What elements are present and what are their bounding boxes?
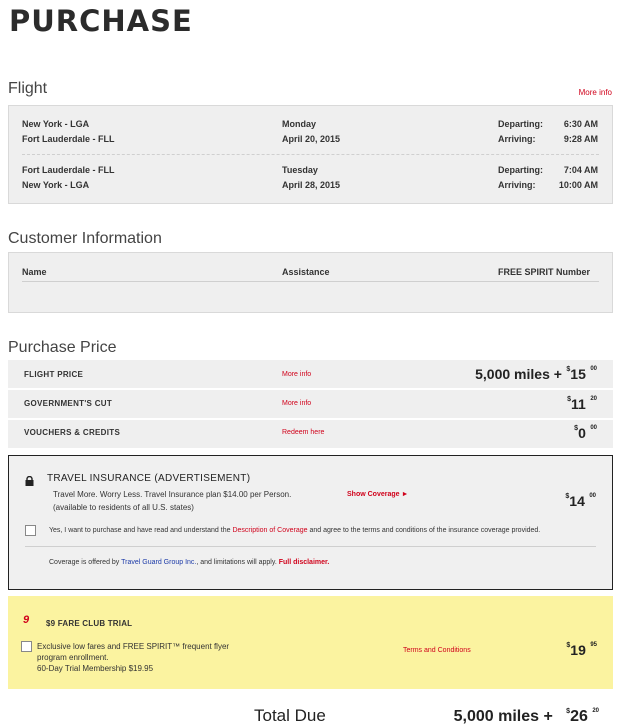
vouchers-credits-label: VOUCHERS & CREDITS	[24, 428, 121, 437]
show-coverage-label: Show Coverage	[347, 491, 400, 498]
name-column-header: Name	[22, 267, 47, 277]
amount-cents: 00	[590, 366, 597, 372]
flight-price-row	[8, 360, 613, 388]
purchase-price-heading: Purchase Price	[8, 339, 117, 356]
fare-club-trial-price: 60-Day Trial Membership $19.95	[37, 664, 154, 673]
flight-panel	[8, 105, 613, 204]
leg-origin: New York - LGA	[22, 119, 90, 129]
insurance-description: Travel More. Worry Less. Travel Insurance plan $14.00 per Person.	[53, 490, 292, 499]
arriving-label: Arriving:	[498, 180, 536, 190]
currency-symbol: $	[565, 493, 570, 500]
fare-club-enrollment: program enrollment.	[37, 653, 109, 662]
terms-and-conditions-link[interactable]: Terms and Conditions	[403, 647, 471, 654]
arriving-label: Arriving:	[498, 134, 536, 144]
triangle-right-icon: ►	[401, 491, 409, 498]
insurance-divider	[25, 546, 596, 547]
amount-dollars: 26	[570, 708, 588, 725]
government-cut-more-info-link[interactable]: More info	[282, 400, 312, 407]
currency-symbol: $	[566, 366, 571, 373]
flight-heading: Flight	[8, 80, 48, 97]
show-coverage-link[interactable]	[347, 491, 408, 498]
total-due-label: Total Due	[254, 706, 326, 725]
customer-panel	[8, 252, 613, 313]
leg-day: Tuesday	[282, 165, 318, 175]
fare-club-checkbox[interactable]	[21, 641, 32, 652]
flight-price-miles: 5,000 miles +	[475, 366, 562, 382]
arriving-time: 9:28 AM	[563, 134, 598, 144]
fare-club-title: $9 FARE CLUB TRIAL	[46, 619, 133, 628]
departing-label: Departing:	[498, 119, 543, 129]
description-of-coverage-link[interactable]: Description of Coverage	[232, 527, 308, 534]
coverage-provider-text	[49, 559, 329, 566]
flight-more-info-link[interactable]: More info	[578, 88, 612, 97]
amount-dollars: 0	[578, 425, 586, 441]
amount-dollars: 19	[570, 642, 586, 658]
travel-guard-link[interactable]: Travel Guard Group Inc.	[121, 559, 197, 566]
government-cut-label: GOVERNMENT'S CUT	[24, 399, 113, 408]
amount-cents: 00	[589, 493, 596, 499]
insurance-availability: (available to residents of all U.S. states)	[53, 503, 194, 512]
leg-date: April 28, 2015	[282, 180, 341, 190]
coverage-mid: , and limitations will apply.	[196, 559, 277, 566]
amount-dollars: 14	[569, 493, 585, 509]
departing-time: 7:04 AM	[563, 165, 598, 175]
currency-symbol: $	[566, 708, 571, 715]
page-title: PURCHASE	[9, 4, 193, 38]
leg-date: April 20, 2015	[282, 134, 341, 144]
fare-club-box	[8, 596, 613, 689]
leg-origin: Fort Lauderdale - FLL	[22, 165, 115, 175]
fare-club-amount	[566, 642, 597, 660]
departing-time: 6:30 AM	[563, 119, 598, 129]
arriving-time: 10:00 AM	[558, 180, 598, 190]
insurance-amount	[565, 493, 596, 511]
travel-insurance-title: TRAVEL INSURANCE (ADVERTISEMENT)	[47, 473, 251, 484]
vouchers-credits-row	[8, 420, 613, 448]
currency-symbol: $	[574, 425, 579, 432]
amount-cents: 00	[590, 425, 597, 431]
amount-dollars: 15	[570, 366, 586, 382]
lock-icon	[25, 473, 34, 483]
leg-destination: New York - LGA	[22, 180, 90, 190]
leg-destination: Fort Lauderdale - FLL	[22, 134, 115, 144]
leg-day: Monday	[282, 119, 317, 129]
leg-divider	[22, 154, 599, 155]
assistance-column-header: Assistance	[282, 267, 330, 277]
currency-symbol: $	[566, 642, 571, 649]
insurance-consent-checkbox[interactable]	[25, 525, 36, 536]
flight-price-label: FLIGHT PRICE	[24, 370, 84, 379]
full-disclaimer-link[interactable]: Full disclaimer.	[278, 559, 330, 566]
fare-club-description: Exclusive low fares and FREE SPIRIT™ frequent flyer	[37, 642, 230, 651]
customer-header-divider	[22, 281, 599, 282]
total-miles: 5,000 miles +	[453, 708, 553, 725]
departing-label: Departing:	[498, 165, 543, 175]
free-spirit-column-header: FREE SPIRIT Number	[498, 267, 591, 277]
currency-symbol: $	[567, 396, 572, 403]
spirit-nine-icon: 9	[23, 614, 30, 626]
total-due-amount	[454, 708, 599, 726]
redeem-here-link[interactable]: Redeem here	[282, 429, 325, 436]
amount-dollars: 11	[571, 396, 586, 412]
insurance-consent-text	[49, 527, 540, 534]
amount-cents: 20	[590, 396, 597, 402]
flight-price-more-info-link[interactable]: More info	[282, 371, 312, 378]
customer-heading: Customer Information	[8, 230, 162, 247]
consent-post: and agree to the terms and conditions of the insurance coverage provided.	[309, 527, 541, 534]
government-cut-amount	[567, 396, 597, 414]
amount-cents: 20	[592, 708, 599, 714]
flight-price-amount	[475, 366, 597, 384]
coverage-pre: Coverage is offered by	[49, 559, 120, 566]
consent-pre: Yes, I want to purchase and have read and understand the	[49, 527, 231, 534]
amount-cents: 95	[590, 642, 597, 648]
government-cut-row	[8, 390, 613, 418]
travel-insurance-box	[8, 455, 613, 590]
vouchers-credits-amount	[574, 425, 597, 443]
